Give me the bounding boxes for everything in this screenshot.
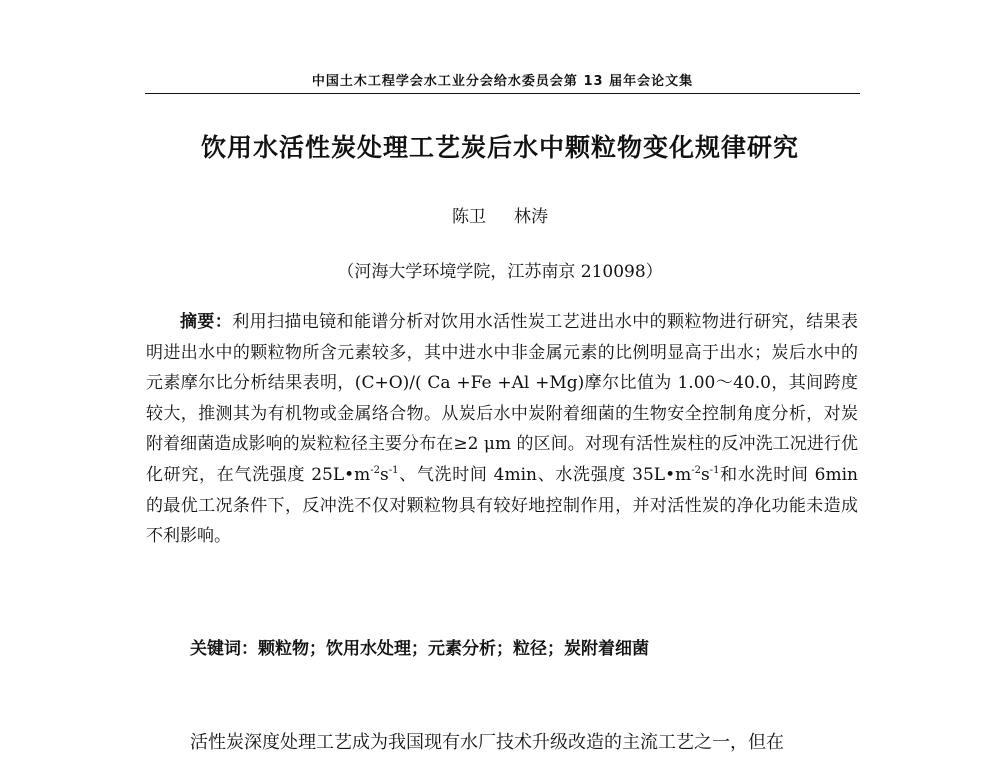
abstract-text: s [380, 464, 389, 485]
abstract-text: 和水洗时间 6min 的最优工况条件下，反冲洗不仅对颗粒物具有较好地控制作用，并对活性炭的净化功能未造成不利影响。 [146, 464, 858, 547]
abstract-text: s [701, 464, 710, 485]
paper-title: 饮用水活性炭处理工艺炭后水中颗粒物变化规律研究 [200, 133, 799, 162]
superscript: -2 [370, 464, 381, 476]
superscript: -2 [691, 464, 701, 476]
running-header: 中国土木工程学会水工业分会给水委员会第 13 届年会论文集 [311, 74, 694, 89]
body-text-line: 活性炭深度处理工艺成为我国现有水厂技术升级改造的主流工艺之一，但在 [190, 732, 784, 753]
abstract-text: 、气洗时间 4min、水洗强度 35L•m [398, 464, 692, 485]
author-name: 陈卫 [452, 207, 486, 227]
affiliation: （河海大学环境学院，江苏南京 210098） [337, 262, 663, 282]
keywords-line: 关键词：颗粒物；饮用水处理；元素分析；粒径；炭附着细菌 [190, 639, 649, 659]
abstract-label: 摘要： [180, 312, 233, 332]
author-list [100, 202, 900, 227]
superscript: -1 [709, 464, 720, 476]
abstract-paragraph [146, 307, 858, 552]
header-rule [145, 93, 860, 94]
superscript: -1 [388, 464, 399, 476]
abstract-text: 利用扫描电镜和能谱分析对饮用水活性炭工艺进出水中的颗粒物进行研究，结果表明进出水中的颗粒物所含元素较多，其中进水中非金属元素的比例明显高于出水；炭后水中的元素摩尔比分析结果表明，(C+O)/( Ca +Fe +Al +Mg)摩尔比值为 1.00～40.0，其间跨度较大，推测其为有机物或金属络合物。从炭后水中炭附着细菌的生物安全控制角度分析，对炭附着细菌造成影响的炭粒粒径主要分布在≥2 μm 的区间。对现有活性炭柱的反冲洗工况进行优化研究，在气洗强度 25L•m [146, 312, 859, 485]
author-name: 林涛 [514, 207, 548, 227]
